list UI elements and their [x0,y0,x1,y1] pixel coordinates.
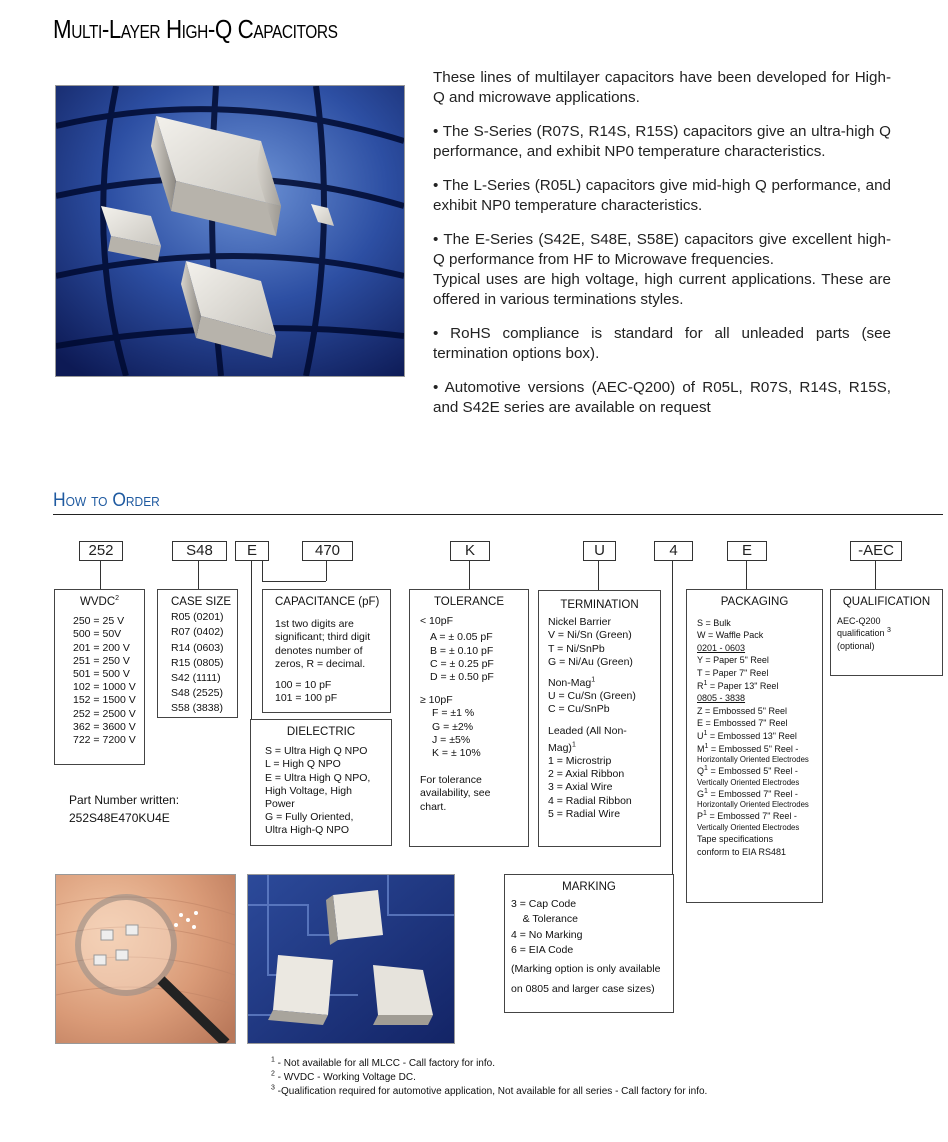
how-to-order-heading: How to Order [53,490,160,511]
connector-line [875,561,876,590]
tolerance-note: availability, see [420,787,491,800]
footnotes [271,1057,707,1099]
packaging-row: S = Bulk [697,617,731,628]
dielectric-row: High Voltage, High [265,784,352,797]
wvdc-row: 102 = 1000 V [73,681,136,694]
marking-row: 3 = Cap Code [511,898,577,911]
connector-line [198,561,199,590]
termination-row: 4 = Radial Ribbon [548,794,632,807]
termination-row: 3 = Axial Wire [548,781,613,794]
tolerance-box [409,589,529,847]
case-size-row: S42 (1111) [171,672,221,685]
termination-row: T = Ni/SnPb [548,642,605,655]
connector-line [469,561,470,590]
marking-heading: MARKING [562,881,616,893]
intro-e-series: • The E-Series (S42E, S48E, S58E) capacitors give excellent high-Q performance from HF to Microwave frequencies. [433,231,891,268]
packaging-row: Z = Embossed 5" Reel [697,705,787,716]
intro-paragraph: These lines of multilayer capacitors have been developed for High-Q and microwave applications. [433,69,891,106]
circuit-chips-photo [247,874,455,1044]
case-size-row: R14 (0603) [171,641,224,654]
dielectric-row: L = High Q NPO [265,758,341,771]
termination-nb-label: Nickel Barrier [548,616,612,629]
dielectric-box [250,719,392,846]
intro-automotive: • Automotive versions (AEC-Q200) of R05L, R07S, R14S, R15S, and S42E series are available on request [433,379,891,416]
wvdc-heading-sup: 2 [115,595,120,603]
case-size-row: S58 (3838) [171,702,223,715]
packaging-sub: Vertically Oriented Electrodes [697,777,800,787]
tolerance-row: A = ± 0.05 pF [430,631,493,644]
packaging-size-range: 0805 - 3838 [697,693,746,704]
part-number-label: Part Number written: [69,793,180,807]
termination-leaded-label2: Mag) [548,741,572,754]
packaging-sub: Vertically Oriented Electrodes [697,822,800,832]
code-capacitance: 470 [302,541,353,561]
packaging-spec: Tape specifications [697,833,774,844]
packaging-row: = Embossed 5" Reel - [710,766,798,777]
termination-heading: TERMINATION [560,599,639,611]
packaging-sub: Horizontally Oriented Electrodes [697,755,809,765]
termination-row: 1 = Microstrip [548,755,612,768]
marking-row: 4 = No Marking [511,928,583,941]
qualification-row: AEC-Q200 [837,615,881,626]
termination-row: G = Ni/Au (Green) [548,655,633,668]
intro-s-series: • The S-Series (R07S, R14S, R15S) capacitors give an ultra-high Q performance, and exhibit NP0 temperature characteristics. [433,123,891,160]
termination-box [538,590,661,847]
tolerance-row: K = ± 10% [432,747,481,760]
marking-row: & Tolerance [511,913,578,926]
case-size-box [157,589,238,718]
case-size-row: R05 (0201) [171,611,224,624]
code-dielectric: E [235,541,269,561]
code-termination: U [583,541,616,561]
termination-row: V = Ni/Sn (Green) [548,629,632,642]
packaging-size-range: 0201 - 0603 [697,642,746,653]
case-size-row: R07 (0402) [171,626,224,639]
footnote-sup: 3 [271,1084,275,1092]
tolerance-row: D = ± 0.50 pF [430,671,494,684]
dielectric-row: G = Fully Oriented, [265,811,354,824]
packaging-row: T = Paper 7" Reel [697,667,769,678]
tolerance-note: chart. [420,800,447,813]
wvdc-box [54,589,145,765]
capacitors-photo [55,85,405,377]
packaging-row: = Paper 13" Reel [709,680,779,691]
magnifier-illustration [56,875,235,1043]
termination-leaded-label: Leaded (All Non- [548,724,627,737]
dielectric-row: Ultra High-Q NPO [265,824,350,837]
capacitance-example: 100 = 10 pF [275,679,332,692]
dielectric-row: Power [265,798,295,811]
capacitance-row: denotes number of [275,644,363,657]
qualification-row: (optional) [837,640,875,651]
marking-row: 6 = EIA Code [511,943,574,956]
code-case-size: S48 [172,541,227,561]
footnote-text: - WVDC - Working Voltage DC. [274,1072,416,1083]
intro-typical-uses: Typical uses are high voltage, high current applications. These are offered in various terminations styles. [433,271,891,308]
wvdc-row: 251 = 250 V [73,654,130,667]
footnote-text: - Not available for all MLCC - Call factory for info. [274,1058,495,1069]
wvdc-row: 201 = 200 V [73,641,130,654]
packaging-row: = Embossed 5" Reel - [710,743,799,754]
tolerance-low-label: < 10pF [420,615,453,628]
capacitance-example: 101 = 100 pF [275,692,338,705]
case-size-row: R15 (0805) [171,656,224,669]
packaging-spec: conform to EIA RS481 [697,846,787,857]
part-number-value: 252S48E470KU4E [69,811,170,825]
marking-note: (Marking option is only available [511,963,661,976]
tolerance-row: C = ± 0.25 pF [430,657,494,670]
case-size-heading: CASE SIZE [171,596,232,608]
footnote-sup: 1 [271,1056,275,1064]
capacitance-row: significant; third digit [275,631,371,644]
termination-row: 5 = Radial Wire [548,807,621,820]
footnote-sup: 2 [271,1070,275,1078]
termination-row: U = Cu/Sn (Green) [548,690,636,703]
tolerance-row: F = ±1 % [432,707,475,720]
connector-line [262,581,326,582]
qualification-heading: QUALIFICATION [842,596,931,608]
packaging-row: = Embossed 7" Reel - [709,811,797,822]
qualification-sup: 3 [887,627,891,635]
capacitance-box [262,589,391,713]
termination-row: 2 = Axial Ribbon [548,768,625,781]
part-number-example [69,791,179,827]
code-packaging: E [727,541,767,561]
magnifier-photo [55,874,236,1044]
tolerance-heading: TOLERANCE [433,596,505,608]
section-divider [53,514,943,515]
connector-line [326,561,327,581]
tolerance-high-label: ≥ 10pF [420,694,453,707]
wvdc-row: 500 = 50V [73,628,122,641]
packaging-heading: PACKAGING [720,596,789,608]
case-size-row: S48 (2525) [171,687,223,700]
code-marking: 4 [654,541,693,561]
page-title: Multi-Layer High-Q Capacitors [53,14,338,44]
termination-leaded-sup: 1 [571,741,576,749]
connector-line [100,561,101,590]
connector-line [262,561,263,581]
wvdc-heading: WVDC [80,596,116,608]
termination-nm-label: Non-Mag [548,677,592,690]
capacitors-illustration [56,86,404,376]
termination-nm-sup: 1 [591,676,596,684]
intro-text [433,68,891,432]
dielectric-row: E = Ultra High Q NPO, [265,771,371,784]
circuit-chips-illustration [248,875,454,1043]
wvdc-row: 252 = 2500 V [73,707,136,720]
code-tolerance: K [450,541,490,561]
connector-line [251,561,252,719]
footnote-text: -Qualification required for automotive application, Not available for all series - Call factory for info. [274,1086,708,1097]
packaging-row: = Embossed 7" Reel - [710,788,798,799]
marking-note: on 0805 and larger case sizes) [511,983,655,996]
marking-box [504,874,674,1013]
intro-rohs: • RoHS compliance is standard for all unleaded parts (see termination options box). [433,325,891,362]
wvdc-row: 501 = 500 V [73,668,130,681]
packaging-row: W = Waffle Pack [697,630,764,641]
wvdc-row: 250 = 25 V [73,615,125,628]
wvdc-row: 362 = 3600 V [73,720,136,733]
wvdc-row: 152 = 1500 V [73,694,136,707]
capacitance-row: zeros, R = decimal. [275,657,366,670]
packaging-row: Y = Paper 5" Reel [697,655,769,666]
tolerance-row: J = ±5% [432,733,471,746]
code-qualification: -AEC [850,541,902,561]
qualification-box [830,589,943,676]
termination-row: C = Cu/SnPb [548,703,610,716]
packaging-sub: Horizontally Oriented Electrodes [697,800,809,810]
tolerance-row: G = ±2% [432,720,474,733]
qualification-row: qualification [837,628,885,639]
code-wvdc: 252 [79,541,123,561]
packaging-row: E = Embossed 7" Reel [697,718,788,729]
connector-line [598,561,599,590]
tolerance-row: B = ± 0.10 pF [430,644,494,657]
dielectric-row: S = Ultra High Q NPO [265,745,368,758]
intro-l-series: • The L-Series (R05L) capacitors give mid-high Q performance, and exhibit NP0 temperature characteristics. [433,177,891,214]
connector-line [672,561,673,875]
wvdc-row: 722 = 7200 V [73,734,136,747]
capacitance-heading: CAPACITANCE (pF) [275,596,380,608]
connector-line [746,561,747,590]
packaging-box: PACKAGING S = Bulk W = Waffle Pack 0201 - 0603 Y = Paper 5" Reel T = Paper 7" Reel $R^1$ = Paper 13" Reel 0805 - 3838 Z = Embossed 5" Reel E = Embossed 7" Reel $U^1$ = Embossed 13" Reel $M^1$ = Embossed 5" Reel - Horizontally Oriented Electrodes $Q^1$ = Embossed 5" Reel - Vertically Oriented Electrodes $G^1$ = Embossed 7" Reel - Horizontally Oriented Electrodes $P^1$ = Embossed 7" Reel - Vertically Oriented Electrodes Tape specifications conform to EIA RS481 [686,589,823,903]
capacitance-row: 1st two digits are [275,618,354,631]
tolerance-note: For tolerance [420,774,482,787]
dielectric-heading: DIELECTRIC [286,726,356,738]
packaging-row: = Embossed 13" Reel [709,730,797,741]
